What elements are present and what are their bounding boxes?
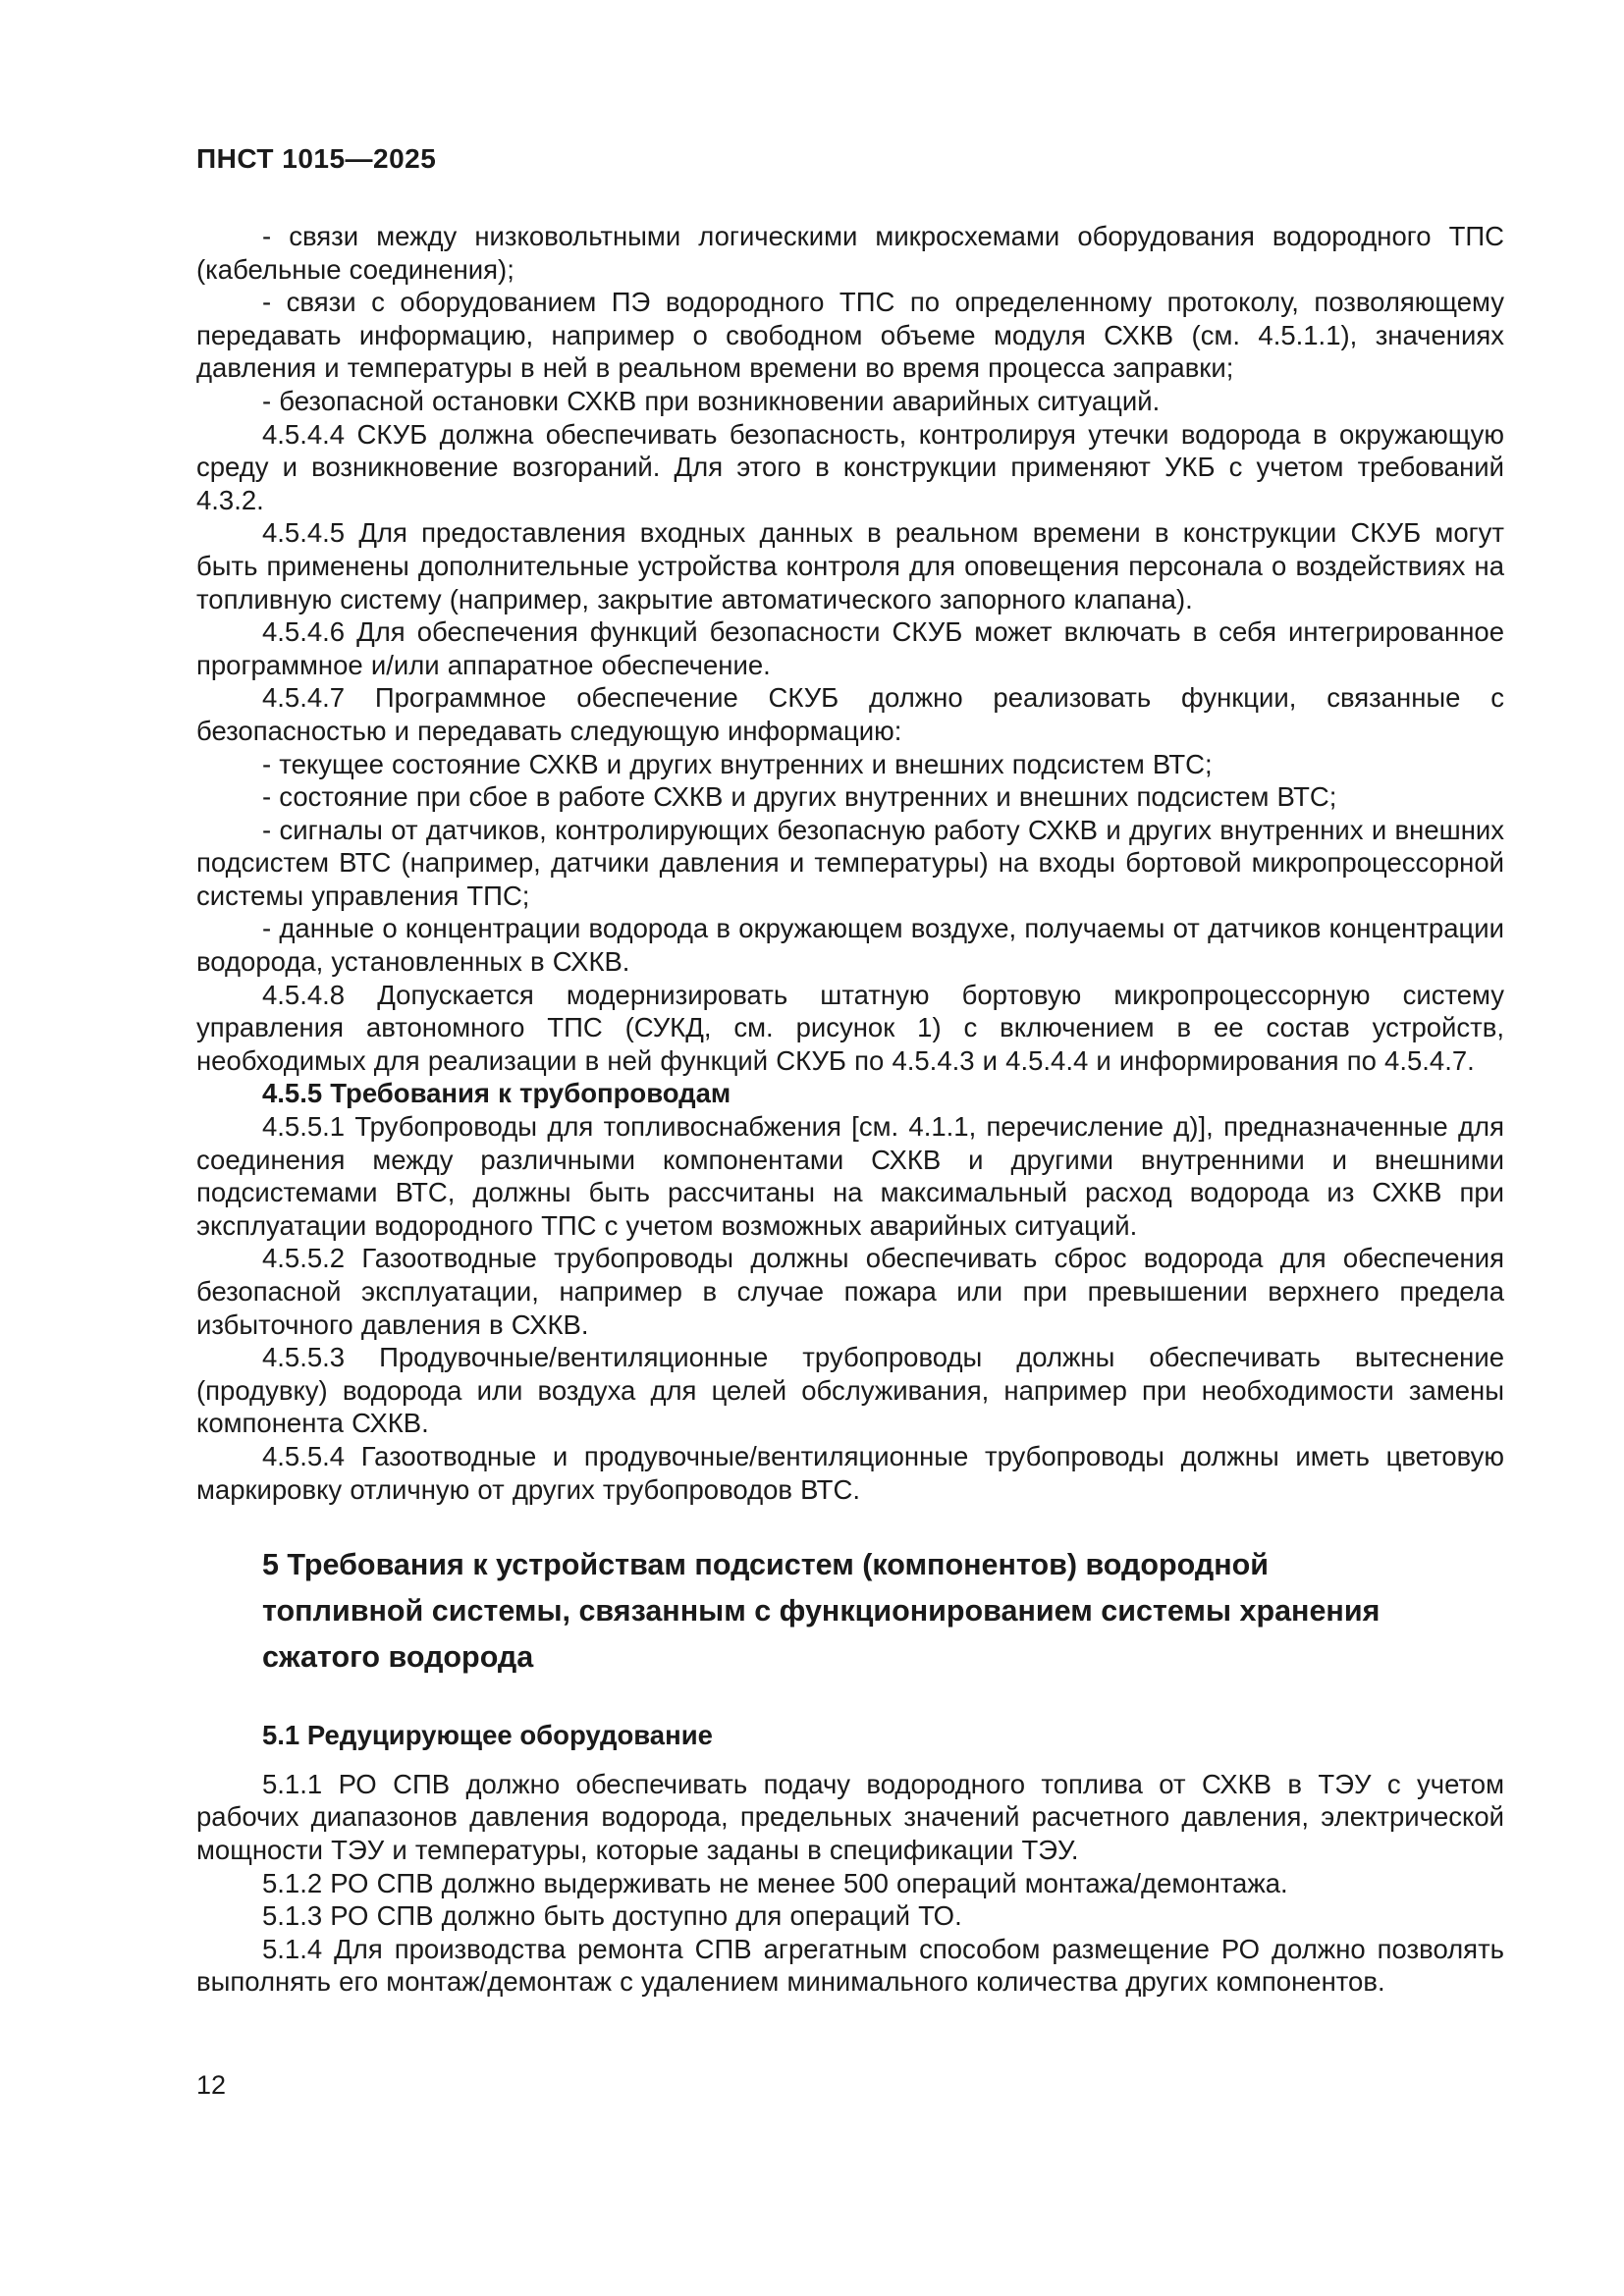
paragraph: 4.5.5.2 Газоотводные трубопроводы должны обеспечивать сброс водорода для обеспечения безопасной эксплуатации, например в случае пожара или при превышении верхнего предела избыточного давления в СХКВ. [196,1243,1504,1340]
paragraph: 4.5.4.6 Для обеспечения функций безопасности СКУБ может включать в себя интегрированное программное и/или аппаратное обеспечение. [196,616,1504,680]
section-heading-line: 5 Требования к устройствам подсистем (компонентов) водородной [262,1548,1270,1582]
paragraph: 4.5.4.7 Программное обеспечение СКУБ должно реализовать функции, связанные с безопасностью и передавать следующую информацию: [196,682,1504,746]
paragraph: 5.1.3 РО СПВ должно быть доступно для операций ТО. [262,1900,962,1932]
list-item: - данные о концентрации водорода в окружающем воздухе, получаемы от датчиков концентрации водорода, установленных в СХКВ. [196,913,1504,978]
section-heading [262,1542,1504,1681]
section-heading-line: топливной системы, связанным с функционированием системы хранения [262,1594,1380,1629]
document-body [196,220,1504,1999]
paragraph: 4.5.4.5 Для предоставления входных данных в реальном времени в конструкции СКУБ могут быть применены дополнительные устройства контроля для оповещения персонала о воздействиях на топливную систему (например, закрытие автоматического запорного клапана). [196,517,1504,614]
list-item: - связи с оборудованием ПЭ водородного ТПС по определенному протоколу, позволяющему передавать информацию, например о свободном объеме модуля СХКВ (см. 4.5.1.1), значениях давления и температуры в ней в реальном времени во время процесса заправки; [196,287,1504,384]
paragraph: 5.1.4 Для производства ремонта СПВ агрегатным способом размещение РО должно позволять выполнять его монтаж/демонтаж с удалением минимального количества других компонентов. [196,1933,1504,1998]
subsection-heading: 4.5.5 Требования к трубопроводам [262,1078,731,1109]
paragraph: 4.5.4.8 Допускается модернизировать штатную бортовую микропроцессорную систему управления автономного ТПС (СУКД, см. рисунок 1) с включением в ее состав устройств, необходимых для реализации в ней функций СКУБ по 4.5.4.3 и 4.5.4.4 и информирования по 4.5.4.7. [196,979,1504,1076]
page-number: 12 [196,2070,227,2100]
document-code-header: ПНСТ 1015—2025 [196,143,437,174]
paragraph: 4.5.5.4 Газоотводные и продувочные/вентиляционные трубопроводы должны иметь цветовую маркировку отличную от других трубопроводов ВТС. [196,1440,1504,1505]
paragraph: 4.5.5.3 Продувочные/вентиляционные трубопроводы должны обеспечивать вытеснение (продувку) водорода или воздуха для целей обслуживания, например при необходимости замены компонента СХКВ. [196,1342,1504,1439]
paragraph: 4.5.4.4 СКУБ должна обеспечивать безопасность, контролируя утечки водорода в окружающую среду и возникновение возгораний. Для этого в конструкции применяют УКБ с учетом требований 4.3.2. [196,418,1504,515]
list-item: - сигналы от датчиков, контролирующих безопасную работу СХКВ и других внутренних и внешних подсистем ВТС (например, датчики давления и температуры) на входы бортовой микропроцессорной системы управления ТПС; [196,814,1504,911]
list-item: - текущее состояние СХКВ и других внутренних и внешних подсистем ВТС; [262,748,1213,779]
list-item: - связи между низковольтными логическими микросхемами оборудования водородного ТПС (кабельные соединения); [196,221,1504,285]
list-item: - безопасной остановки СХКВ при возникновении аварийных ситуаций. [262,385,1161,416]
subsection-heading: 5.1 Редуцирующее оборудование [262,1720,713,1751]
paragraph: 5.1.2 РО СПВ должно выдерживать не менее 500 операций монтажа/демонтажа. [262,1867,1288,1898]
section-heading-line: сжатого водорода [262,1640,534,1675]
paragraph: 5.1.1 РО СПВ должно обеспечивать подачу водородного топлива от СХКВ в ТЭУ с учетом рабочих диапазонов давления водорода, предельных значений расчетного давления, электрической мощности ТЭУ и температуры, которые заданы в спецификации ТЭУ. [196,1768,1504,1865]
list-item: - состояние при сбое в работе СХКВ и других внутренних и внешних подсистем ВТС; [262,781,1337,813]
paragraph: 4.5.5.1 Трубопроводы для топливоснабжения [см. 4.1.1, перечисление д)], предназначенные для соединения между различными компонентами СХКВ и другими внутренними и внешними подсистемами ВТС, должны быть рассчитаны на максимальный расход водорода из СХКВ при эксплуатации водородного ТПС с учетом возможных аварийных ситуаций. [196,1111,1504,1241]
